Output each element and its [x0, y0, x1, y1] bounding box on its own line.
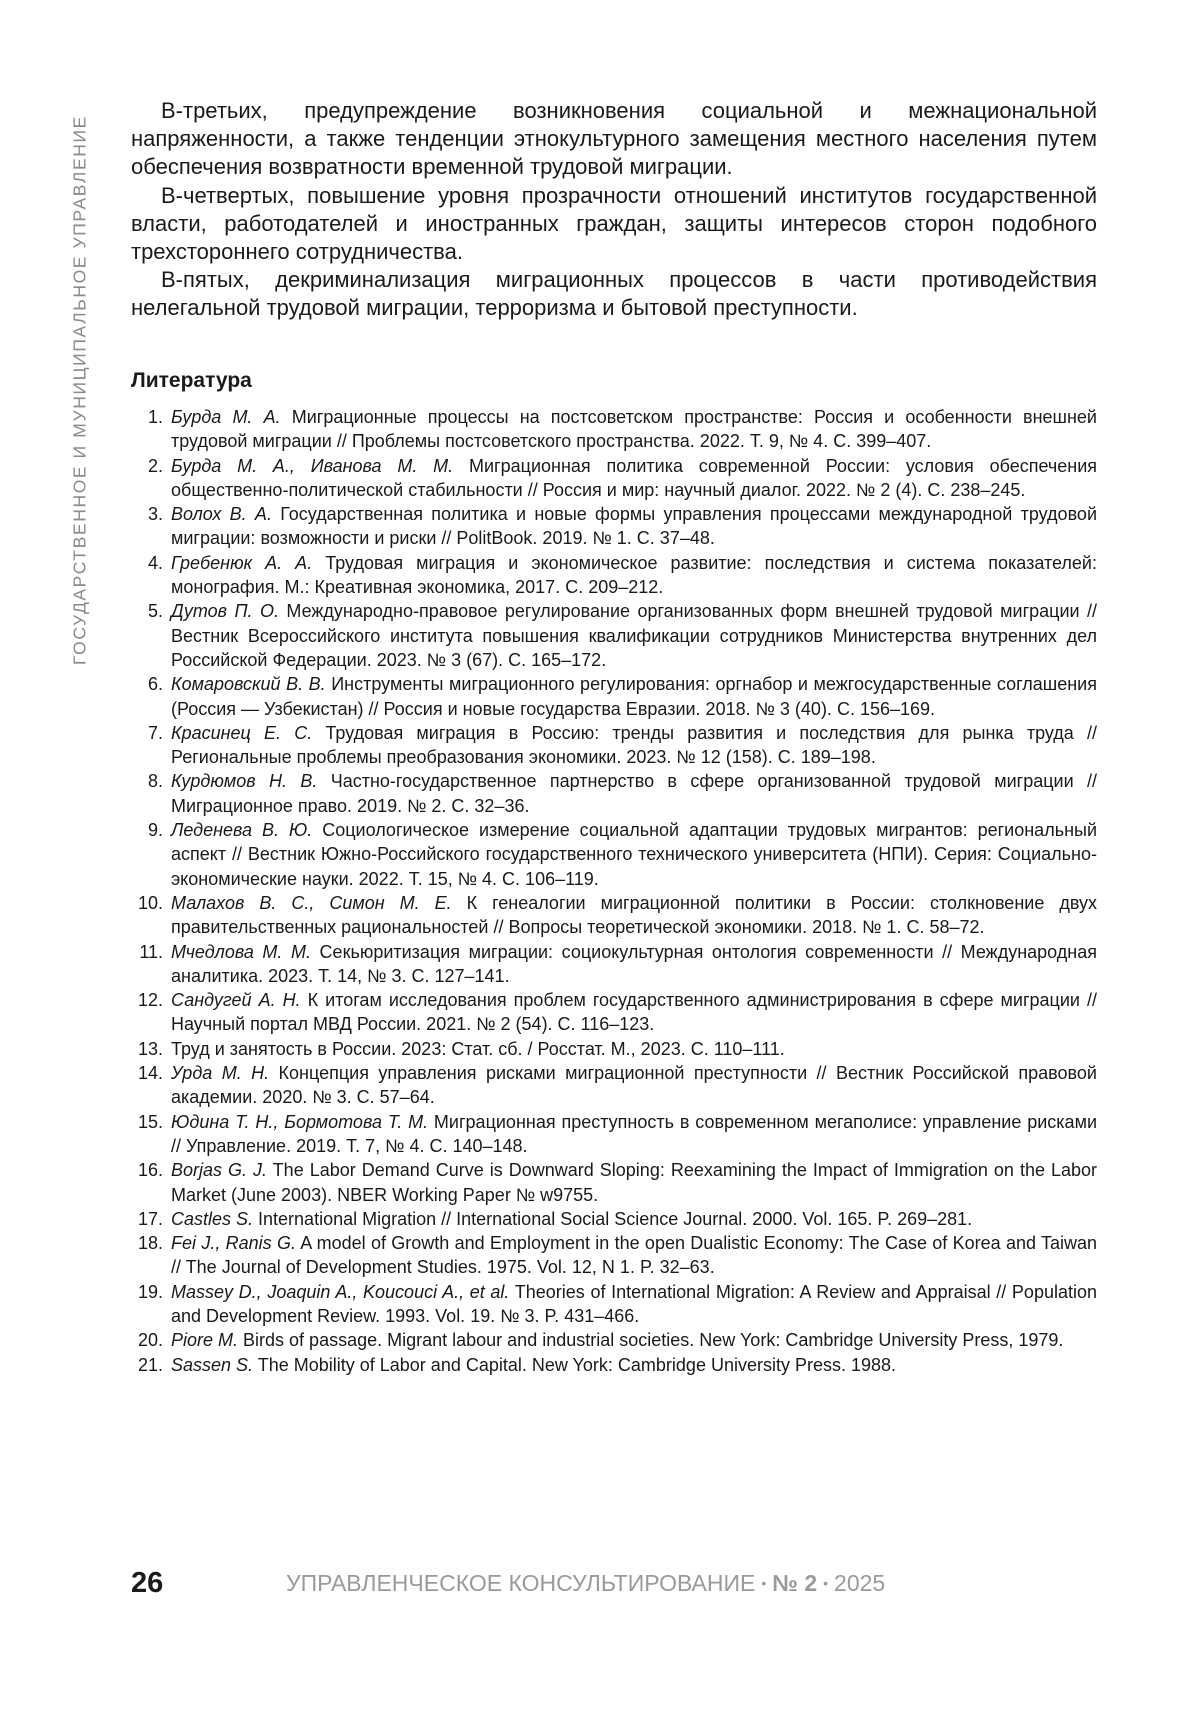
reference-item: [131, 454, 1097, 503]
reference-number: 12.: [131, 988, 163, 1012]
reference-authors: Сандугей А. Н.: [171, 990, 301, 1010]
reference-item: [131, 721, 1097, 770]
separator-dot: •: [755, 1575, 772, 1591]
separator-dot: •: [817, 1575, 834, 1591]
reference-number: 8.: [131, 769, 163, 793]
reference-text: Theories of International Migration: A Review and Appraisal // Population and Development Review. 1993. Vol. 19. № 3. P. 431–466.: [171, 1282, 1097, 1326]
journal-issue: № 2: [772, 1570, 817, 1596]
reference-authors: Гребенюк А. А.: [171, 553, 312, 573]
reference-text: К итогам исследования проблем государственного администрирования в сфере миграции // Научный портал МВД России. 2021. № 2 (54). С. 116–123.: [171, 990, 1097, 1034]
reference-item: [131, 405, 1097, 454]
reference-number: 18.: [131, 1231, 163, 1255]
page-number: 26: [131, 1563, 163, 1603]
reference-item: [131, 1037, 1097, 1061]
reference-item: [131, 1061, 1097, 1110]
reference-item: [131, 1328, 1097, 1352]
page-footer: [131, 1563, 1097, 1603]
reference-text: Трудовая миграция и экономическое развитие: последствия и система показателей: монография. М.: Креативная экономика, 2017. С. 209–212.: [171, 553, 1097, 597]
reference-text: Инструменты миграционного регулирования: оргнабор и межгосударственные соглашения (Россия — Узбекистан) // Россия и новые государства Евразии. 2018. № 3 (40). С. 156–169.: [171, 674, 1097, 718]
journal-title: [286, 1563, 885, 1603]
article-body: [131, 97, 1097, 323]
reference-list: [131, 405, 1097, 1377]
reference-text: Частно-государственное партнерство в сфере организованной трудовой миграции // Миграционное право. 2019. № 2. С. 32–36.: [171, 771, 1097, 815]
reference-number: 4.: [131, 551, 163, 575]
reference-item: [131, 940, 1097, 989]
journal-name: УПРАВЛЕНЧЕСКОЕ КОНСУЛЬТИРОВАНИЕ: [286, 1570, 755, 1596]
reference-authors: Волох В. А.: [171, 504, 272, 524]
reference-authors: Бурда М. А.: [171, 407, 281, 427]
reference-number: 1.: [131, 405, 163, 429]
reference-text: К генеалогии миграционной политики в России: столкновение двух правительственных рациональностей // Вопросы теоретической экономики. 2018. № 1. С. 58–72.: [171, 893, 1097, 937]
reference-text: Birds of passage. Migrant labour and industrial societies. New York: Cambridge University Press, 1979.: [238, 1330, 1063, 1350]
reference-item: [131, 502, 1097, 551]
reference-text: Секьюритизация миграции: социокультурная онтология современности // Международная аналитика. 2023. Т. 14, № 3. С. 127–141.: [171, 942, 1097, 986]
reference-item: [131, 818, 1097, 891]
reference-number: 13.: [131, 1037, 163, 1061]
reference-text: A model of Growth and Employment in the open Dualistic Economy: The Case of Korea and Taiwan // The Journal of Development Studies. 1975. Vol. 12, N 1. P. 32–63.: [171, 1233, 1097, 1277]
reference-text: Трудовая миграция в Россию: тренды развития и последствия для рынка труда // Региональные проблемы преобразования экономики. 2023. № 12 (158). С. 189–198.: [171, 723, 1097, 767]
reference-number: 17.: [131, 1207, 163, 1231]
reference-number: 21.: [131, 1353, 163, 1377]
reference-number: 7.: [131, 721, 163, 745]
reference-item: [131, 1353, 1097, 1377]
reference-number: 15.: [131, 1110, 163, 1134]
reference-number: 3.: [131, 502, 163, 526]
reference-item: [131, 551, 1097, 600]
reference-authors: Малахов В. С., Симон М. Е.: [171, 893, 452, 913]
reference-number: 20.: [131, 1328, 163, 1352]
reference-authors: Юдина Т. Н., Бормотова Т. М.: [171, 1112, 428, 1132]
reference-text: Концепция управления рисками миграционной преступности // Вестник Российской правовой академии. 2020. № 3. С. 57–64.: [171, 1063, 1097, 1107]
reference-number: 19.: [131, 1280, 163, 1304]
reference-number: 10.: [131, 891, 163, 915]
reference-number: 16.: [131, 1158, 163, 1182]
reference-authors: Мчедлова М. М.: [171, 942, 311, 962]
reference-authors: Урда М. Н.: [171, 1063, 269, 1083]
reference-authors: Borjas G. J.: [171, 1160, 267, 1180]
reference-item: [131, 1110, 1097, 1159]
paragraph: В-четвертых, повышение уровня прозрачности отношений институтов государственной власти, работодателей и иностранных граждан, защиты интересов сторон подобного трехстороннего сотрудничества.: [131, 182, 1097, 267]
reference-item: [131, 1280, 1097, 1329]
reference-item: [131, 599, 1097, 672]
reference-authors: Massey D., Joaquin A., Koucouci A., et al.: [171, 1282, 509, 1302]
paragraph: В-пятых, декриминализация миграционных процессов в части противодействия нелегальной трудовой миграции, терроризма и бытовой преступности.: [131, 266, 1097, 322]
section-side-label-text: ГОСУДАРСТВЕННОЕ И МУНИЦИПАЛЬНОЕ УПРАВЛЕНИЕ: [70, 115, 91, 665]
reference-number: 11.: [131, 940, 163, 964]
reference-text: The Labor Demand Curve is Downward Sloping: Reexamining the Impact of Immigration on the Labor Market (June 2003). NBER Working Paper № w9755.: [171, 1160, 1097, 1204]
reference-authors: Бурда М. А., Иванова М. М.: [171, 456, 453, 476]
reference-text: Социологическое измерение социальной адаптации трудовых мигрантов: региональный аспект // Вестник Южно-Российского государственного технического университета (НПИ). Серия: Социально-экономические науки. 2022. Т. 15, № 4. С. 106–119.: [171, 820, 1097, 889]
reference-authors: Леденева В. Ю.: [171, 820, 312, 840]
reference-number: 5.: [131, 599, 163, 623]
reference-number: 9.: [131, 818, 163, 842]
reference-authors: Castles S.: [171, 1209, 253, 1229]
reference-text: Миграционная политика современной России: условия обеспечения общественно-политической стабильности // Россия и мир: научный диалог. 2022. № 2 (4). С. 238–245.: [171, 456, 1097, 500]
reference-item: [131, 988, 1097, 1037]
reference-authors: Комаровский В. В.: [171, 674, 326, 694]
reference-item: [131, 1231, 1097, 1280]
reference-authors: Piore M.: [171, 1330, 238, 1350]
reference-item: [131, 672, 1097, 721]
reference-text: Международно-правовое регулирование организованных форм внешней трудовой миграции // Вестник Всероссийского института повышения квалификации сотрудников Министерства внутренних дел Российской Федерации. 2023. № 3 (67). С. 165–172.: [171, 601, 1097, 670]
reference-number: 14.: [131, 1061, 163, 1085]
reference-item: [131, 891, 1097, 940]
reference-item: [131, 1207, 1097, 1231]
reference-authors: Дутов П. О.: [171, 601, 279, 621]
reference-authors: Курдюмов Н. В.: [171, 771, 317, 791]
paragraph: В-третьих, предупреждение возникновения социальной и межнациональной напряженности, а также тенденции этнокультурного замещения местного населения путем обеспечения возвратности временной трудовой миграции.: [131, 97, 1097, 182]
reference-authors: Sassen S.: [171, 1355, 253, 1375]
reference-number: 2.: [131, 454, 163, 478]
reference-authors: Fei J., Ranis G.: [171, 1233, 296, 1253]
reference-text: International Migration // International Social Science Journal. 2000. Vol. 165. P. 269–281.: [253, 1209, 972, 1229]
reference-text: Миграционные процессы на постсоветском пространстве: Россия и особенности внешней трудовой миграции // Проблемы постсоветского пространства. 2022. Т. 9, № 4. С. 399–407.: [171, 407, 1097, 451]
literature-heading: Литература: [131, 368, 252, 394]
reference-item: [131, 1158, 1097, 1207]
reference-text: The Mobility of Labor and Capital. New York: Cambridge University Press. 1988.: [253, 1355, 896, 1375]
journal-year: 2025: [834, 1570, 885, 1596]
reference-text: Государственная политика и новые формы управления процессами международной трудовой миграции: возможности и риски // PolitBook. 2019. № 1. С. 37–48.: [171, 504, 1097, 548]
reference-item: [131, 769, 1097, 818]
reference-number: 6.: [131, 672, 163, 696]
reference-text: Труд и занятость в России. 2023: Стат. сб. / Росстат. М., 2023. С. 110–111.: [171, 1039, 785, 1059]
reference-text: Миграционная преступность в современном мегаполисе: управление рисками // Управление. 2019. Т. 7, № 4. С. 140–148.: [171, 1112, 1097, 1156]
reference-authors: Красинец Е. С.: [171, 723, 312, 743]
